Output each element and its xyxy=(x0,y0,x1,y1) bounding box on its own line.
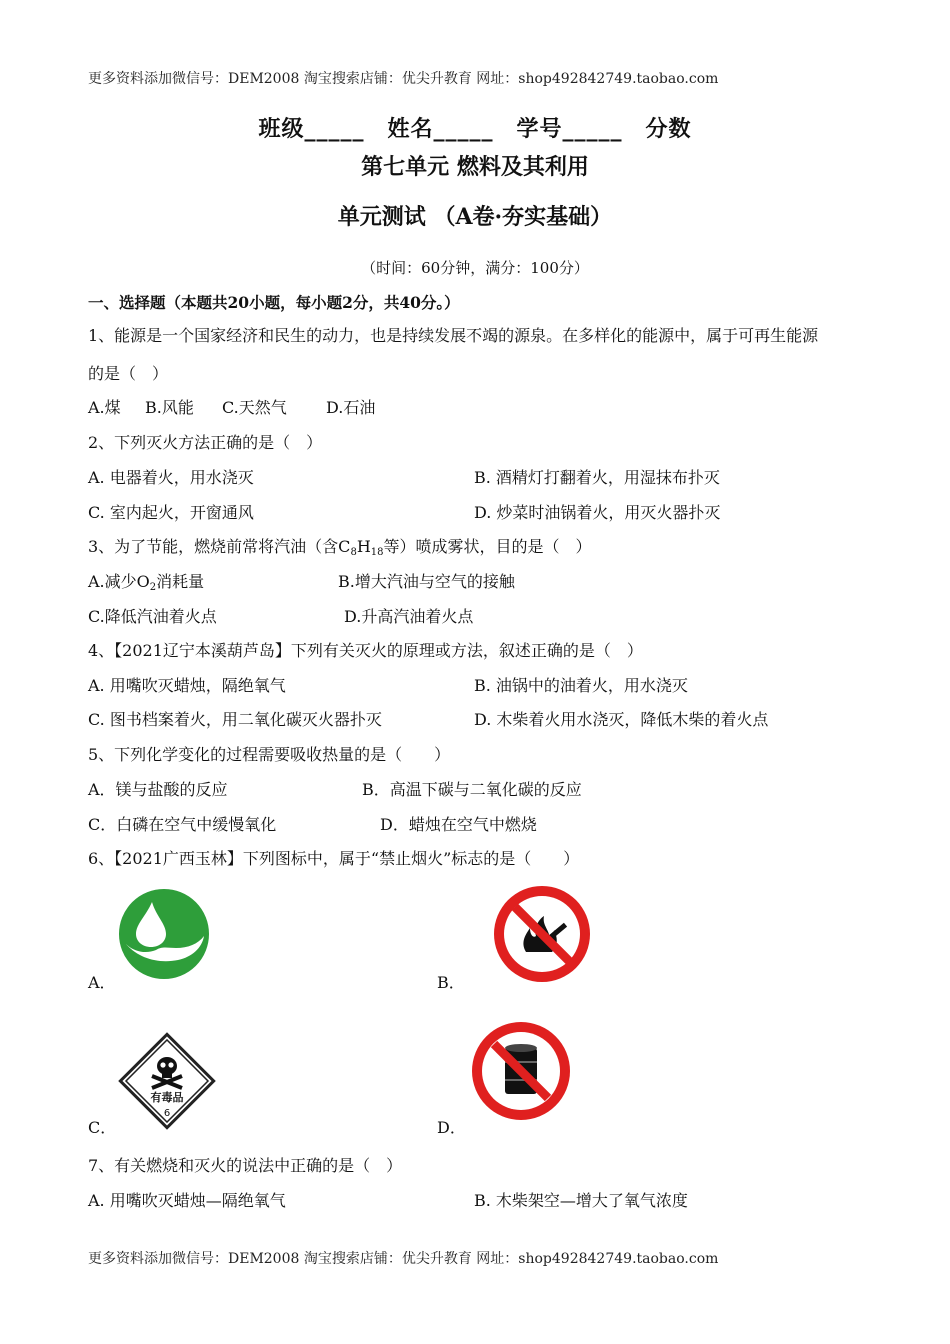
unit-title: 第七单元 燃料及其利用 xyxy=(361,154,589,180)
q4-option-b: B. 油锅中的油着火，用水浇灭 xyxy=(474,676,688,695)
q3-option-d: D.升高汽油着火点 xyxy=(344,607,474,626)
question-7-stem: 7、有关燃烧和灭火的说法中正确的是（ ） xyxy=(88,1156,403,1175)
q5-option-b: B．高温下碳与二氧化碳的反应 xyxy=(362,780,582,799)
test-title: 单元测试 （A卷·夯实基础） xyxy=(337,204,613,230)
toxic-sign-text: 有毒品 xyxy=(150,1091,184,1104)
question-1-stem-cont: 的是（ ） xyxy=(88,364,169,383)
question-4-stem: 4、【2021辽宁本溪葫芦岛】下列有关灭火的原理或方法，叙述正确的是（ ） xyxy=(88,641,643,660)
q6-option-d-label: D． xyxy=(437,1118,466,1137)
question-5-stem: 5、下列化学变化的过程需要吸收热量的是（ ） xyxy=(88,745,451,764)
q4-option-c: C. 图书档案着火，用二氧化碳灭火器扑灭 xyxy=(88,710,382,729)
q5-option-d: D．蜡烛在空气中燃烧 xyxy=(380,815,537,834)
q6-option-a-label: A． xyxy=(88,973,116,992)
student-info-line: 班级_____ 姓名_____ 学号_____ 分数 xyxy=(258,116,692,142)
q1-option-a: A.煤 xyxy=(88,398,121,417)
toxic-sign-icon xyxy=(116,1030,218,1132)
footer-note: 更多资料添加微信号：DEM2008 淘宝搜索店铺：优尖升教育 网址：shop492842749.taobao.com xyxy=(88,1251,719,1267)
q6-option-b-label: B． xyxy=(437,973,465,992)
q7-option-a: A. 用嘴吹灭蜡烛—隔绝氧气 xyxy=(88,1191,286,1210)
toxic-sign-number: 6 xyxy=(163,1108,171,1119)
header-note: 更多资料添加微信号：DEM2008 淘宝搜索店铺：优尖升教育 网址：shop492842749.taobao.com xyxy=(88,71,719,87)
q5-option-a: A．镁与盐酸的反应 xyxy=(88,780,228,799)
q2-option-a: A. 电器着火，用水浇灭 xyxy=(88,468,254,487)
q3-option-a: A.减少$O_2$消耗量 xyxy=(88,572,205,593)
question-1-stem: 1、能源是一个国家经济和民生的动力，也是持续发展不竭的源泉。在多样化的能源中，属于可再生能源 xyxy=(88,326,819,345)
q2-option-b: B. 酒精灯打翻着火，用湿抹布扑灭 xyxy=(474,468,720,487)
no-fire-sign-icon xyxy=(492,884,592,984)
no-oil-drum-sign-icon xyxy=(470,1020,572,1122)
question-6-stem: 6、【2021广西玉林】下列图标中，属于“禁止烟火”标志的是（ ） xyxy=(88,849,580,868)
q4-option-d: D. 木柴着火用水浇灭，降低木柴的着火点 xyxy=(474,710,769,729)
time-info: （时间：60分钟，满分：100分） xyxy=(361,259,589,277)
q1-option-c: C.天然气 xyxy=(222,398,287,417)
q3-option-b: B.增大汽油与空气的接触 xyxy=(338,572,515,591)
q1-option-b: B.风能 xyxy=(145,398,194,417)
q5-option-c: C．白磷在空气中缓慢氧化 xyxy=(88,815,277,834)
question-2-stem: 2、下列灭火方法正确的是（ ） xyxy=(88,433,323,452)
q7-option-b: B. 木柴架空—增大了氧气浓度 xyxy=(474,1191,688,1210)
water-saving-sign-icon xyxy=(118,888,210,980)
q2-option-c: C. 室内起火，开窗通风 xyxy=(88,503,254,522)
section-heading: 一、选择题（本题共20小题，每小题2分，共40分。） xyxy=(88,293,460,312)
q1-option-d: D.石油 xyxy=(326,398,376,417)
q3-option-c: C.降低汽油着火点 xyxy=(88,607,217,626)
q2-option-d: D. 炒菜时油锅着火，用灭火器扑灭 xyxy=(474,503,721,522)
q4-option-a: A. 用嘴吹灭蜡烛，隔绝氧气 xyxy=(88,676,286,695)
question-3-stem: 3、为了节能，燃烧前常将汽油（含$C_8H_{18}$等）喷成雾状，目的是（ ） xyxy=(88,537,592,558)
q6-option-c-label: C． xyxy=(88,1118,117,1137)
